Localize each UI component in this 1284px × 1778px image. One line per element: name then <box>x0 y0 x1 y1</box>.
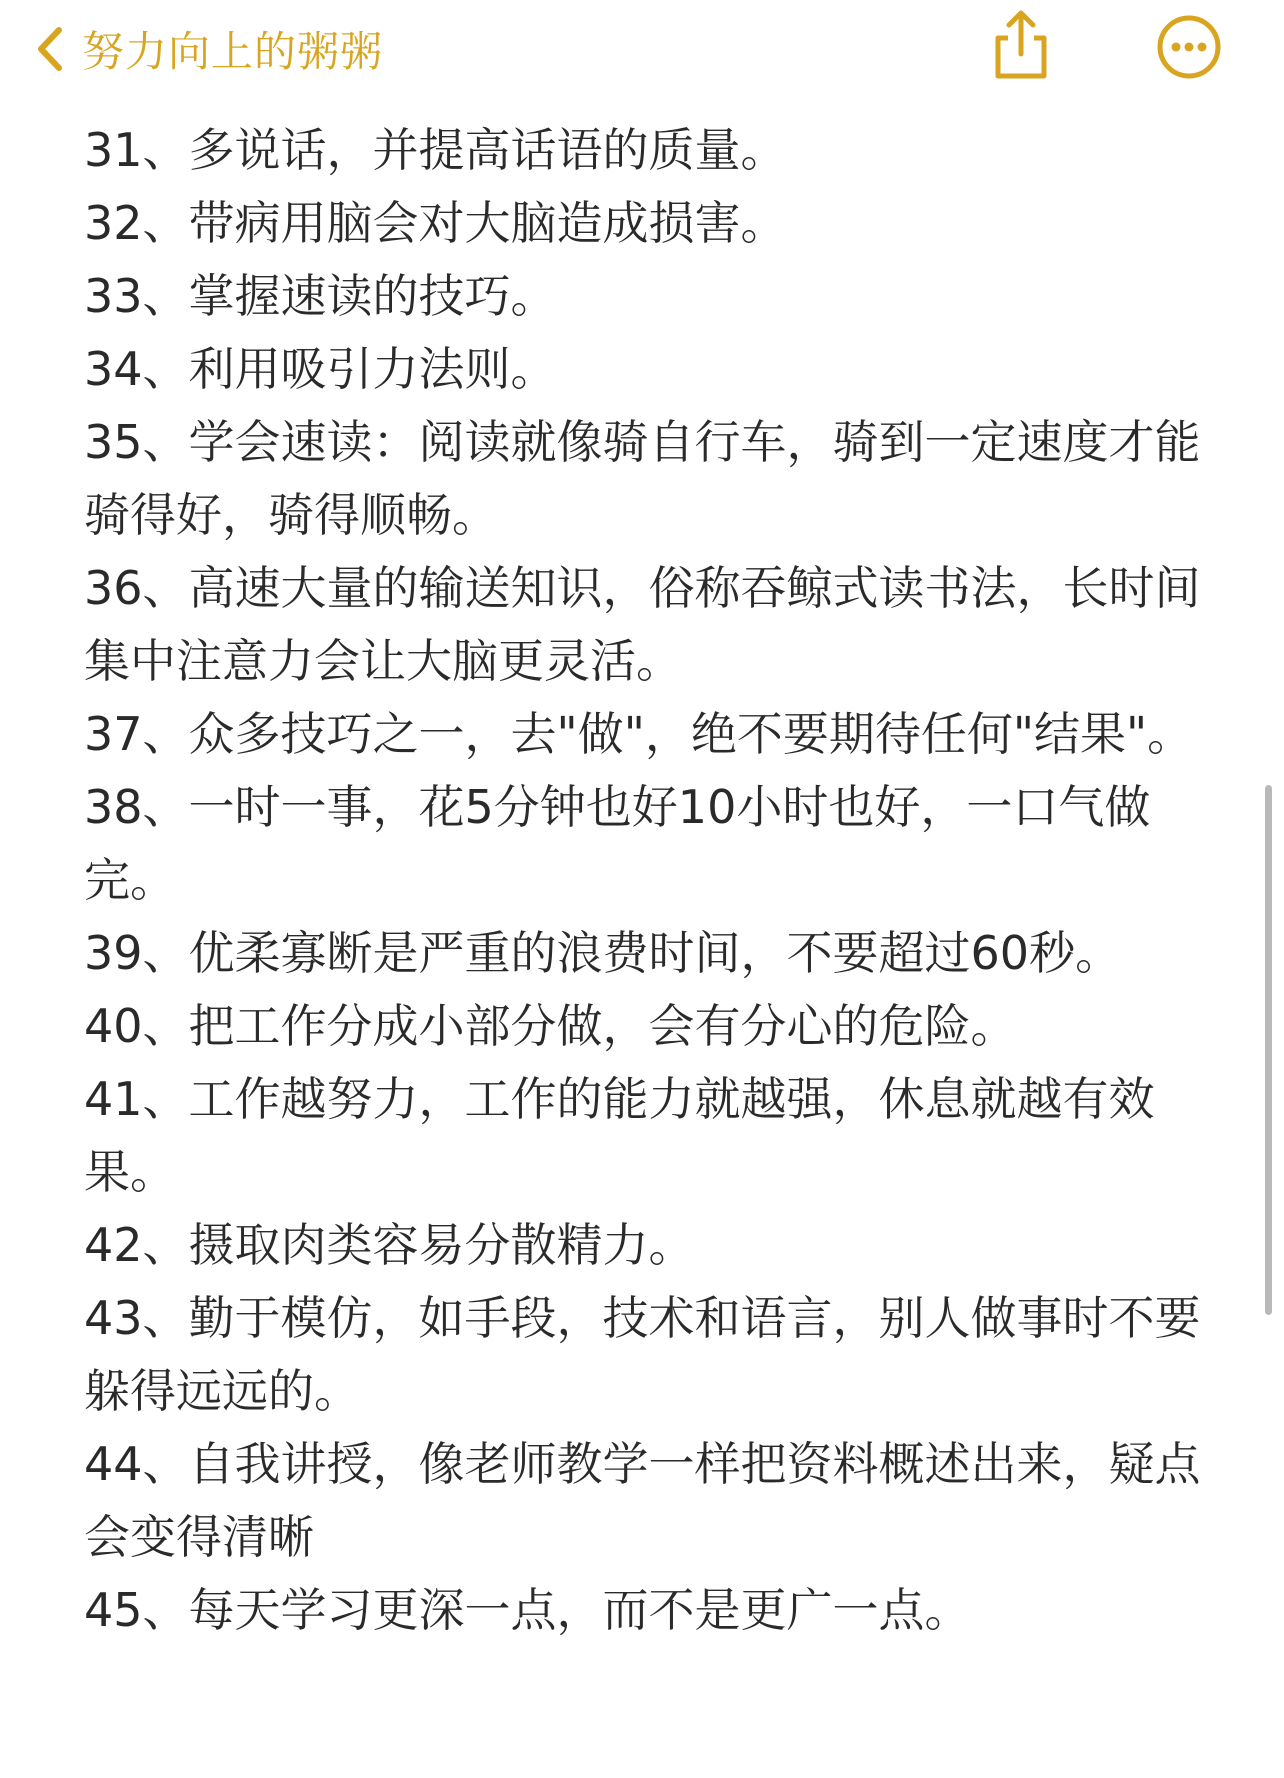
note-item-38: 38、一时一事，花5分钟也好10小时也好，一口气做完。 <box>84 780 1151 907</box>
note-item-39: 39、优柔寡断是严重的浪费时间，不要超过60秒。 <box>84 926 1122 980</box>
note-item-40: 40、把工作分成小部分做，会有分心的危险。 <box>84 999 1017 1053</box>
share-button[interactable] <box>990 6 1052 82</box>
nav-header <box>0 0 1284 100</box>
note-item-31: 31、多说话，并提高话语的质量。 <box>84 123 787 177</box>
note-item-45: 45、每天学习更深一点，而不是更广一点。 <box>84 1583 971 1637</box>
share-icon <box>990 67 1052 86</box>
ellipsis-circle-icon <box>1156 65 1222 84</box>
note-item-43: 43、勤于模仿，如手段，技术和语言，别人做事时不要躲得远远的。 <box>84 1291 1201 1418</box>
more-button[interactable] <box>1156 14 1222 80</box>
back-label: 努力向上的粥粥 <box>82 27 384 76</box>
note-item-32: 32、带病用脑会对大脑造成损害。 <box>84 196 787 250</box>
back-button[interactable] <box>30 14 383 84</box>
note-item-41: 41、工作越努力，工作的能力就越强，休息就越有效果。 <box>84 1072 1155 1199</box>
note-body[interactable] <box>84 114 1214 1647</box>
note-item-34: 34、利用吸引力法则。 <box>84 342 557 396</box>
note-item-42: 42、摄取肉类容易分散精力。 <box>84 1218 695 1272</box>
chevron-left-icon <box>30 24 70 74</box>
note-item-44: 44、自我讲授，像老师教学一样把资料概述出来，疑点会变得清晰 <box>84 1437 1201 1564</box>
note-item-36: 36、高速大量的输送知识，俗称吞鲸式读书法，长时间集中注意力会让大脑更灵活。 <box>84 561 1201 688</box>
scrollbar[interactable] <box>1265 785 1272 1315</box>
note-item-33: 33、掌握速读的技巧。 <box>84 269 557 323</box>
note-item-37: 37、众多技巧之一，去"做"，绝不要期待任何"结果"。 <box>84 707 1194 761</box>
note-item-35: 35、学会速读：阅读就像骑自行车，骑到一定速度才能骑得好，骑得顺畅。 <box>84 415 1201 542</box>
